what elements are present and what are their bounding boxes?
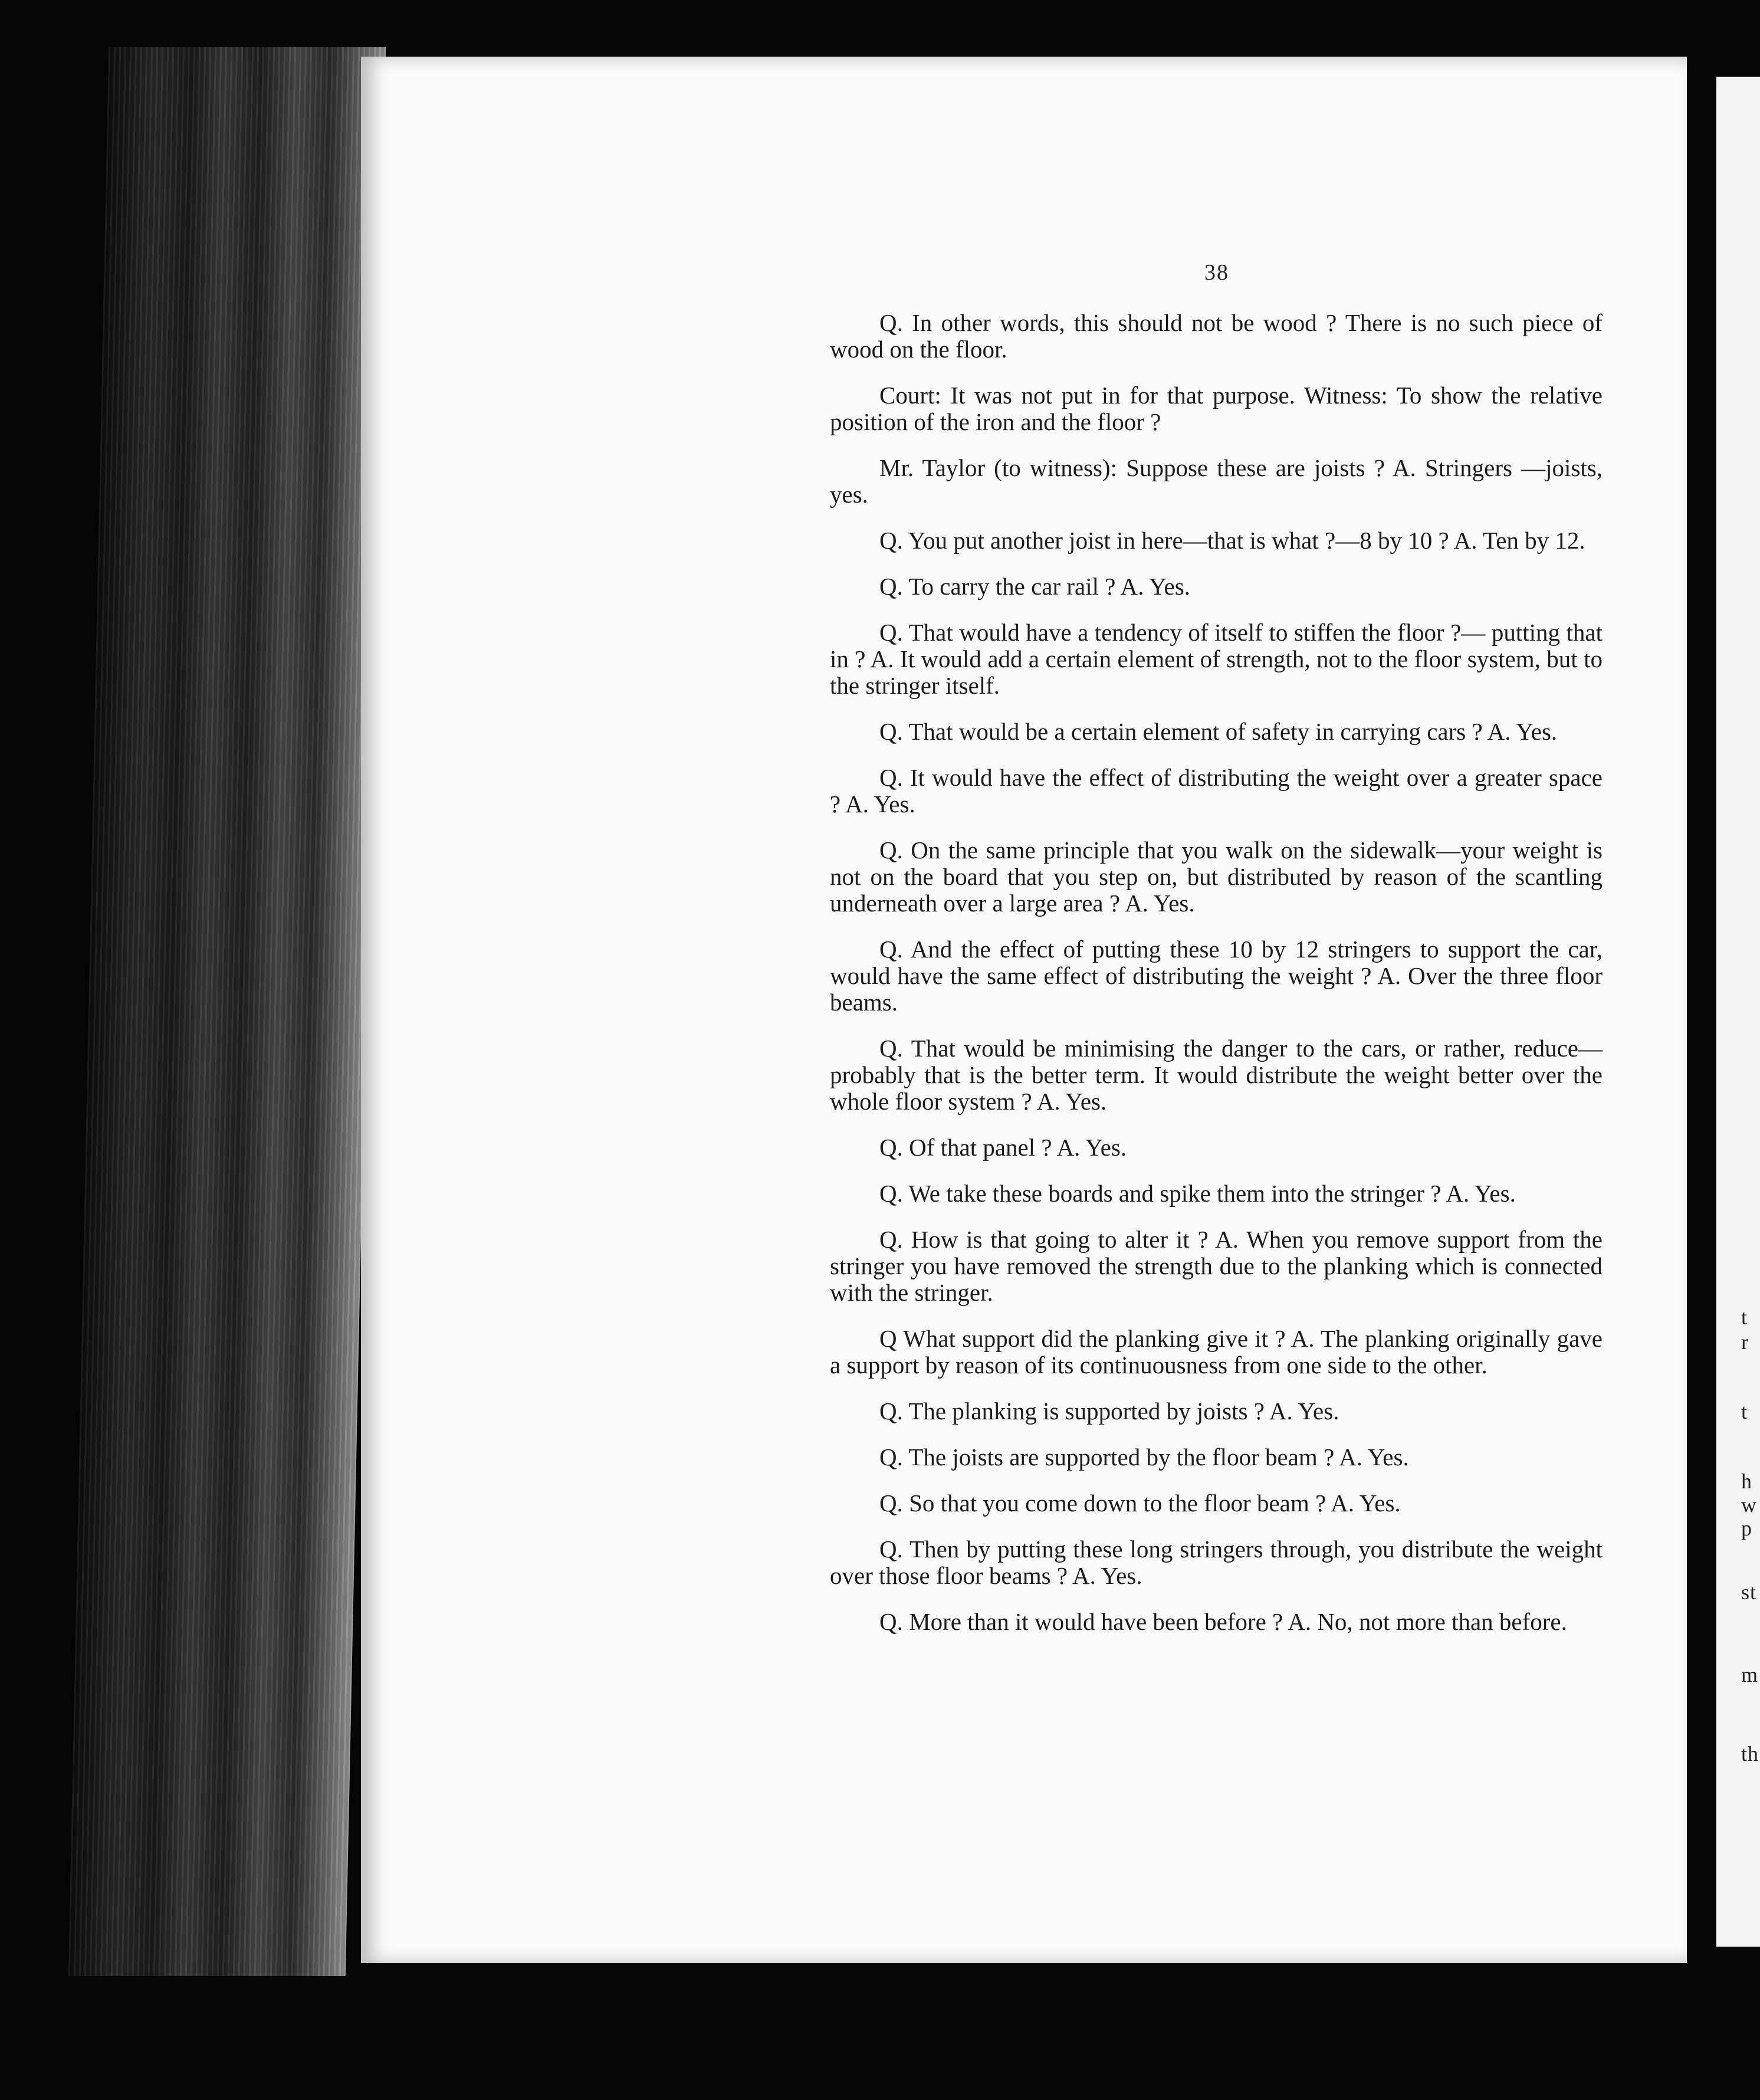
facing-page-fragment: r [1741,1330,1749,1354]
paragraph: Q. That would have a tendency of itself to stiffen the floor ?— putting that in ? A. It would add a certain element of strength, not to the floor system, but to the stringer itself. [830,619,1603,699]
paragraph: Q. The joists are supported by the floor beam ? A. Yes. [879,1443,1409,1471]
paragraph: Q What support did the planking give it ? A. The planking originally gave a support by reason of its continuousness from one side to the other. [830,1325,1603,1379]
paragraph: Q. And the effect of putting these 10 by 12 stringers to support the car, would have the same effect of distributing the weight ? A. Over the three floor beams. [830,936,1603,1016]
paragraph: Q. So that you come down to the floor beam ? A. Yes. [879,1489,1401,1517]
paragraph: Q. It would have the effect of distributing the weight over a greater space ? A. Yes. [830,764,1603,818]
paragraph: Q. We take these boards and spike them into the stringer ? A. Yes. [879,1180,1516,1207]
transcript-text [830,310,1603,1655]
paragraph: Q. More than it would have been before ? A. No, not more than before. [879,1608,1567,1635]
paragraph: Mr. Taylor (to witness): Suppose these are joists ? A. Stringers —joists, yes. [830,454,1603,508]
facing-page-fragment: th [1741,1742,1759,1766]
paragraph: Q. That would be a certain element of safety in carrying cars ? A. Yes. [879,718,1558,745]
paragraph: Q. On the same principle that you walk on the sidewalk—your weight is not on the board that you step on, but distributed by reason of the scantling underneath over a large area ? A. Yes. [830,836,1603,917]
paragraph: Q. In other words, this should not be wood ? There is no such piece of wood on the floor. [830,309,1603,363]
facing-page-fragment: p [1741,1517,1752,1540]
paragraph: Q. To carry the car rail ? A. Yes. [879,573,1190,600]
paragraph: Q. The planking is supported by joists ? A. Yes. [879,1397,1339,1425]
paragraph: Q. Then by putting these long stringers through, you distribute the weight over those floor beams ? A. Yes. [830,1535,1603,1589]
paragraph: Q. That would be minimising the danger to the cars, or rather, reduce—probably that is the better term. It would distribute the weight better over the whole floor system ? A. Yes. [830,1035,1603,1115]
paragraph: Court: It was not put in for that purpose. Witness: To show the relative position of the iron and the floor ? [830,382,1603,435]
facing-page-fragment: st [1741,1580,1757,1604]
facing-page-fragment: m [1741,1663,1759,1686]
paragraph: Q. You put another joist in here—that is what ?—8 by 10 ? A. Ten by 12. [879,527,1585,554]
page-number: 38 [1204,260,1229,285]
paragraph: Q. Of that panel ? A. Yes. [879,1134,1127,1161]
paragraph: Q. How is that going to alter it ? A. When you remove support from the stringer you have removed the strength due to the planking which is connected with the stringer. [830,1226,1603,1306]
facing-page-fragment: t [1741,1305,1748,1329]
facing-page-fragment: w [1741,1493,1757,1517]
facing-page-fragment: h [1741,1469,1752,1493]
facing-page-fragment: t [1741,1400,1748,1423]
book-spine [68,47,386,1976]
